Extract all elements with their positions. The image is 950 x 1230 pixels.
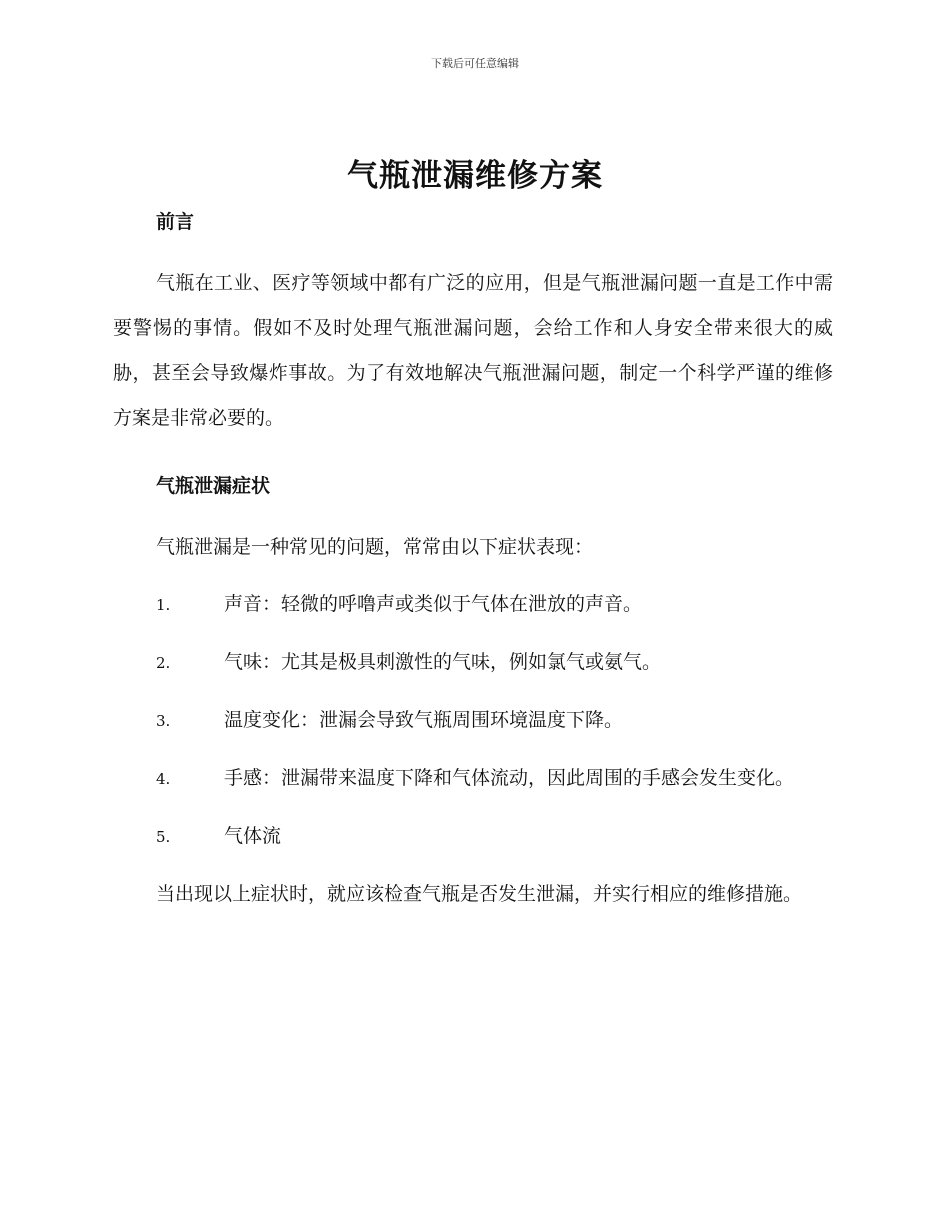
list-text: 气味：尤其是极具刺激性的气味，例如氯气或氨气。	[224, 651, 662, 673]
header-note: 下载后可任意编辑	[431, 57, 519, 70]
list-item	[113, 698, 833, 744]
list-number: 4.	[156, 770, 171, 788]
section-heading-symptoms: 气瓶泄漏症状	[156, 475, 271, 497]
list-item	[113, 640, 833, 686]
document-body	[113, 205, 833, 917]
list-item	[113, 582, 833, 628]
list-item	[113, 814, 833, 860]
list-text: 声音：轻微的呼噜声或类似于气体在泄放的声音。	[224, 593, 643, 615]
list-number: 2.	[156, 654, 171, 672]
list-number: 5.	[156, 828, 171, 846]
list-text: 气体流	[224, 825, 282, 847]
list-number: 1.	[156, 596, 171, 614]
section-heading-preface: 前言	[156, 211, 195, 233]
symptoms-intro: 气瓶泄漏是一种常见的问题，常常由以下症状表现：	[156, 536, 594, 558]
list-text: 手感：泄漏带来温度下降和气体流动，因此周围的手感会发生变化。	[224, 767, 795, 789]
list-text: 温度变化：泄漏会导致气瓶周围环境温度下降。	[224, 709, 624, 731]
list-item	[113, 756, 833, 802]
document-title: 气瓶泄漏维修方案	[347, 158, 603, 194]
preface-paragraph: 气瓶在工业、医疗等领域中都有广泛的应用，但是气瓶泄漏问题一直是工作中需要警惕的事情。假如不及时处理气瓶泄漏问题，会给工作和人身安全带来很大的威胁，甚至会导致爆炸事故。为了有效地解决气瓶泄漏问题，制定一个科学严谨的维修方案是非常必要的。	[113, 272, 833, 429]
list-number: 3.	[156, 712, 171, 730]
symptoms-closing: 当出现以上症状时，就应该检查气瓶是否发生泄漏，并实行相应的维修措施。	[156, 883, 803, 905]
